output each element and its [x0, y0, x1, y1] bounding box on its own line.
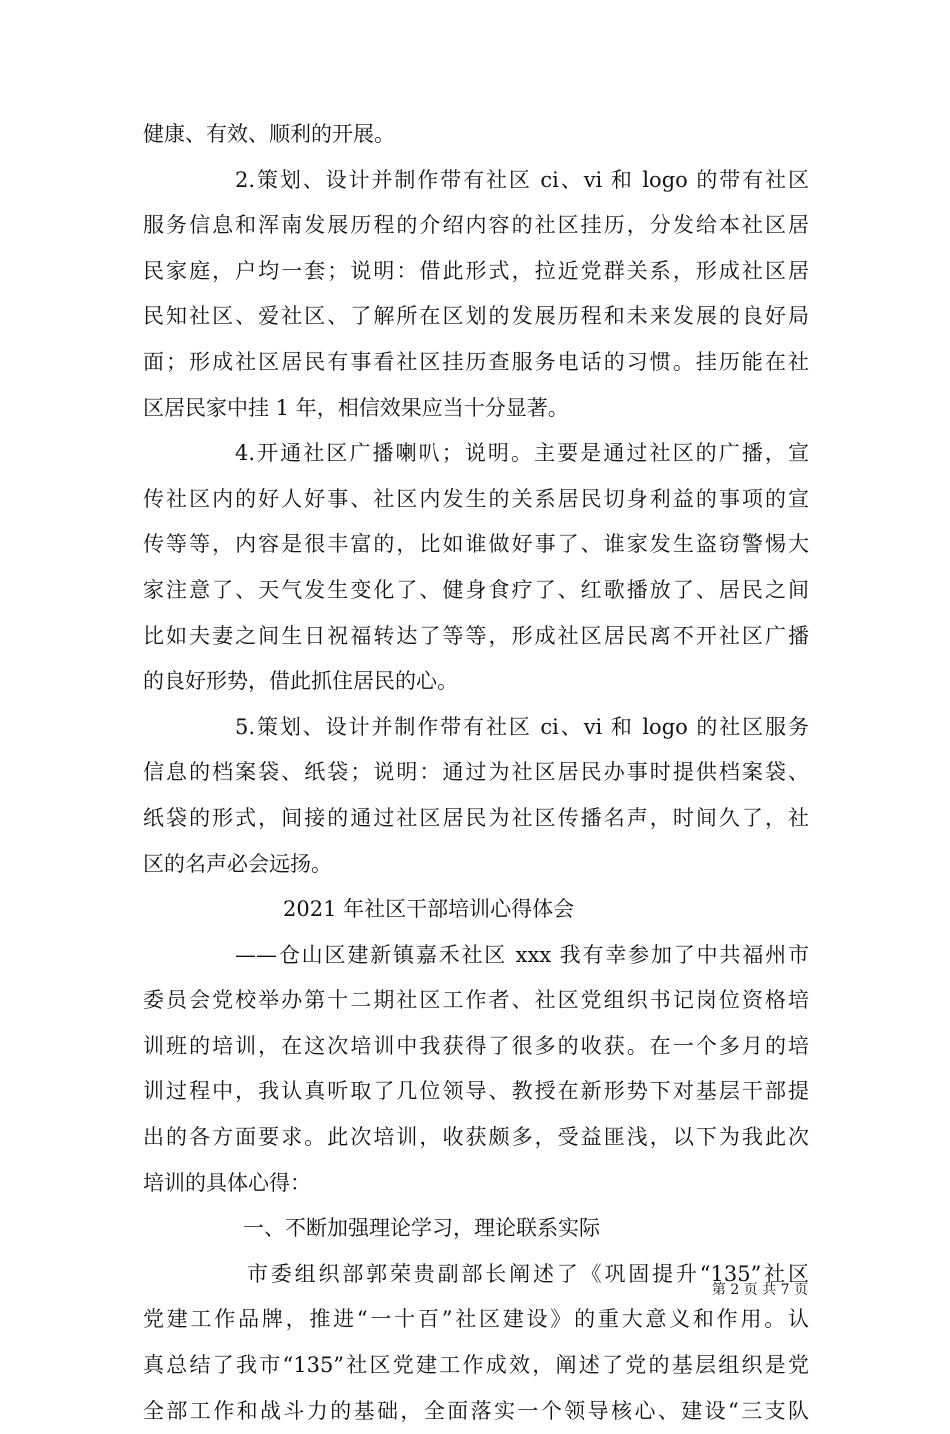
text-line: 出的各方面要求。此次培训，收获颇多，受益匪浅，以下为我此次 — [143, 1125, 809, 1150]
text-line: 4.开通社区广播喇叭；说明。主要是通过社区的广播，宣 — [235, 441, 809, 466]
text-line: 传等等，内容是很丰富的，比如谁做好事了、谁家发生盗窃警惕大 — [143, 532, 809, 557]
text-line: 传社区内的好人好事、社区内发生的关系居民切身利益的事项的宣 — [143, 486, 809, 511]
text-line: 委员会党校举办第十二期社区工作者、社区党组织书记岗位资格培 — [143, 988, 809, 1013]
text-line: 区的名声必会远扬。 — [143, 851, 332, 876]
text-line: 区居民家中挂 1 年，相信效果应当十分显著。 — [143, 395, 569, 420]
text-line: 全部工作和战斗力的基础，全面落实一个领导核心、建设“三支队 — [143, 1398, 809, 1423]
text-line: 5.策划、设计并制作带有社区 ci、vi 和 logo 的社区服务 — [235, 714, 809, 739]
text-line: 2.策划、设计并制作带有社区 ci、vi 和 logo 的带有社区 — [235, 167, 809, 192]
text-line: 真总结了我市“135”社区党建工作成效，阐述了党的基层组织是党 — [143, 1353, 809, 1378]
text-line: 的良好形势，借此抓住居民的心。 — [143, 669, 458, 694]
text-line: 民知社区、爱社区、了解所在区划的发展历程和未来发展的良好局 — [143, 304, 809, 329]
text-line: 健康、有效、顺利的开展。 — [143, 122, 395, 146]
text-line: 面；形成社区居民有事看社区挂历查服务电话的习惯。挂历能在社 — [143, 349, 809, 374]
document-body — [143, 112, 809, 1434]
section-title: 2021 年社区干部培训心得体会 — [283, 897, 575, 922]
text-line: 信息的档案袋、纸袋；说明：通过为社区居民办事时提供档案袋、 — [143, 760, 809, 785]
text-line: 训班的培训，在这次培训中我获得了很多的收获。在一个多月的培 — [143, 1033, 809, 1058]
subsection-heading: 一、不断加强理论学习，理论联系实际 — [243, 1216, 600, 1241]
text-line: 民家庭，户均一套；说明：借此形式，拉近党群关系，形成社区居 — [143, 258, 809, 283]
text-line: ——仓山区建新镇嘉禾社区 xxx 我有幸参加了中共福州市 — [235, 942, 809, 967]
text-line: 党建工作品牌，推进“一十百”社区建设》的重大意义和作用。认 — [143, 1307, 809, 1332]
page-number: 第 2 页 共 7 页 — [711, 1282, 808, 1298]
text-line: 市委组织部郭荣贵副部长阐述了《巩固提升“135”社区 — [247, 1261, 809, 1286]
text-line: 比如夫妻之间生日祝福转达了等等，形成社区居民离不开社区广播 — [143, 623, 809, 648]
text-line: 训过程中，我认真听取了几位领导、教授在新形势下对基层干部提 — [143, 1079, 809, 1104]
text-line: 纸袋的形式，间接的通过社区居民为社区传播名声，时间久了，社 — [143, 805, 809, 830]
text-line: 服务信息和浑南发展历程的介绍内容的社区挂历，分发给本社区居 — [143, 213, 809, 238]
text-line: 家注意了、天气发生变化了、健身食疗了、红歌播放了、居民之间 — [143, 577, 809, 602]
text-line: 培训的具体心得： — [143, 1170, 311, 1195]
